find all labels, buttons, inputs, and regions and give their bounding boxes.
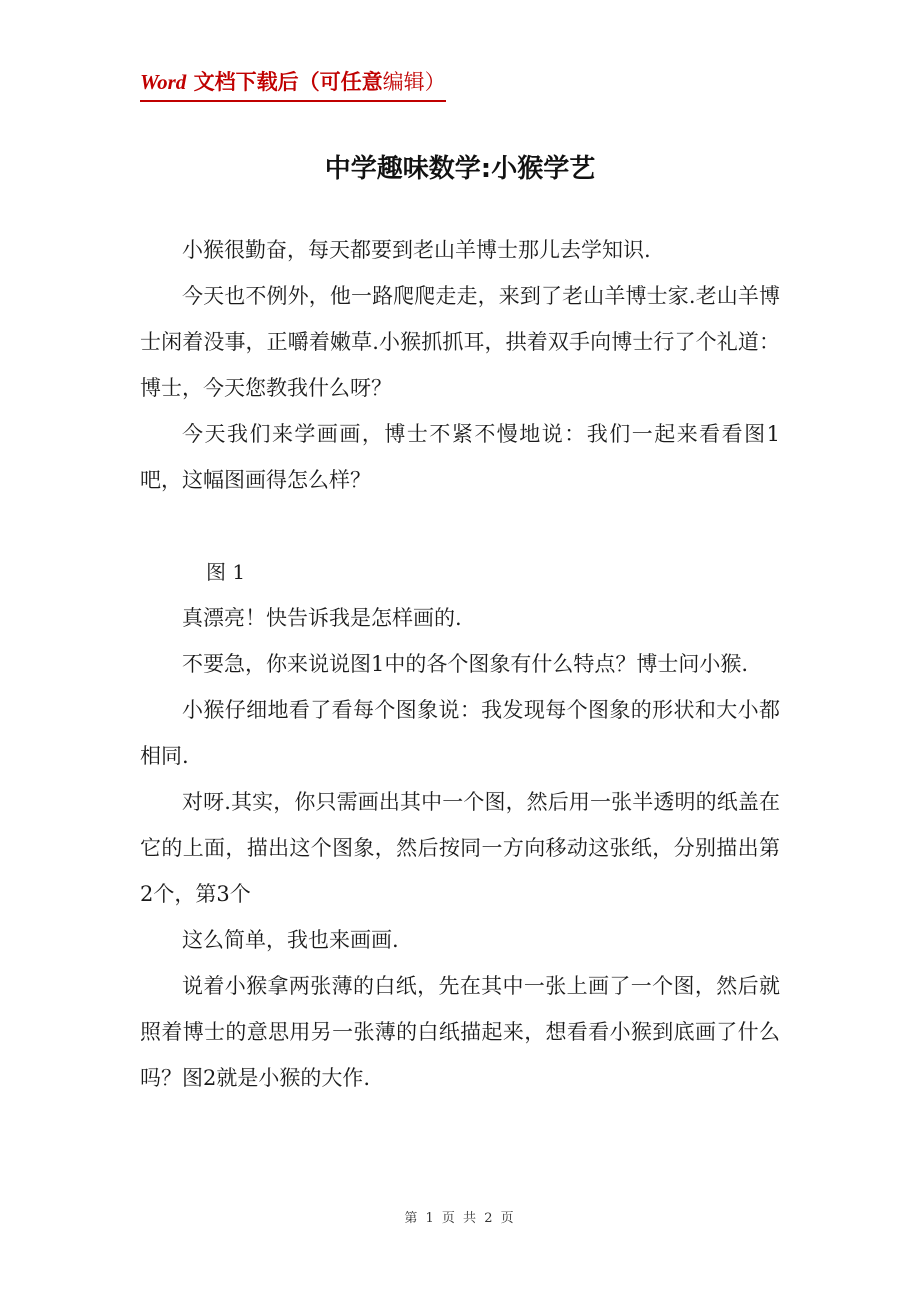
paragraph: 这么简单，我也来画画.	[182, 928, 399, 952]
paragraph: 今天我们来学画画，博士不紧不慢地说：我们一起来看看图1吧，这幅图画得怎么样？	[140, 422, 780, 492]
banner-word: Word	[140, 70, 187, 94]
banner-edit-text: 编辑）	[382, 70, 446, 94]
paragraph: 小猴仔细地看了看每个图象说：我发现每个图象的形状和大小都相同.	[140, 698, 780, 768]
paragraph: 说着小猴拿两张薄的白纸，先在其中一张上画了一个图，然后就照着博士的意思用另一张薄的白纸描起来，想看看小猴到底画了什么吗？图2就是小猴的大作.	[140, 974, 780, 1090]
figure-caption: 图 1	[206, 560, 246, 584]
paragraph: 今天也不例外，他一路爬爬走走，来到了老山羊博士家.老山羊博士闲着没事，正嚼着嫩草.小猴抓抓耳，拱着双手向博士行了个礼道：博士，今天您教我什么呀？	[140, 284, 780, 400]
download-banner[interactable]	[140, 66, 446, 102]
page-title: 中学趣味数学:小猴学艺	[324, 154, 596, 184]
figure-placeholder	[140, 503, 780, 549]
page-number: 第 1 页 共 2 页	[404, 1211, 516, 1226]
paragraph: 真漂亮！快告诉我是怎样画的.	[182, 606, 462, 630]
banner-text: 文档下载后（可任意	[186, 69, 383, 94]
paragraph: 小猴很勤奋，每天都要到老山羊博士那儿去学知识.	[182, 238, 651, 262]
document-body	[140, 227, 780, 1101]
paragraph: 不要急，你来说说图1中的各个图象有什么特点？博士问小猴.	[182, 652, 749, 676]
paragraph: 对呀.其实，你只需画出其中一个图，然后用一张半透明的纸盖在它的上面，描出这个图象，然后按同一方向移动这张纸，分别描出第2个，第3个	[140, 790, 780, 906]
